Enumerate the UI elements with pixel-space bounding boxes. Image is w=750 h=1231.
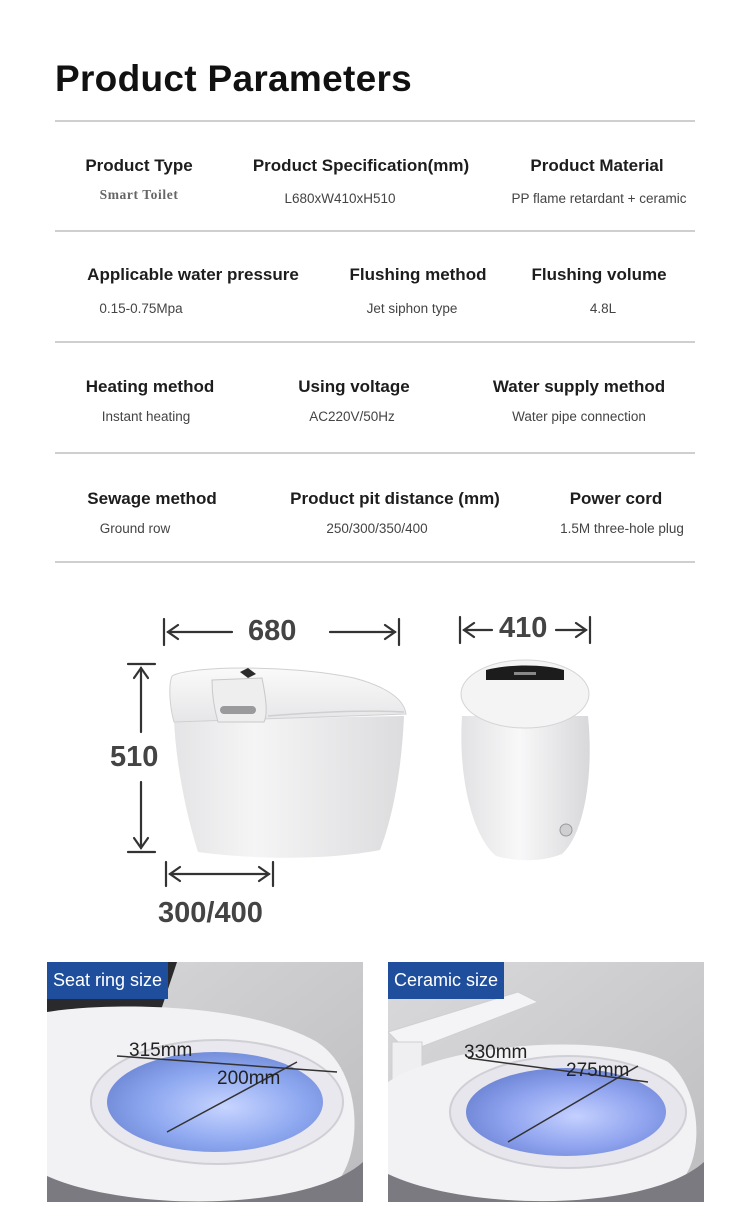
spec-label-material: Product Material <box>530 156 664 175</box>
row-divider <box>55 230 695 232</box>
title-divider <box>55 120 695 122</box>
spec-label-power-cord: Power cord <box>569 489 663 508</box>
seat-width-label: 200mm <box>217 1068 281 1089</box>
ceramic-tag: Ceramic size <box>388 962 504 999</box>
seat-ring-tag: Seat ring size <box>47 962 168 999</box>
spec-value-material: PP flame retardant + ceramic <box>511 191 687 206</box>
spec-label-flushing-volume: Flushing volume <box>531 265 667 284</box>
spec-label-heating-method: Heating method <box>85 377 215 396</box>
dim-height: 510 <box>110 741 159 773</box>
spec-label-water-supply: Water supply method <box>492 377 666 396</box>
spec-value-power-cord: 1.5M three-hole plug <box>560 521 684 536</box>
row-divider <box>55 341 695 343</box>
ceramic-length-label: 330mm <box>464 1042 528 1063</box>
spec-value-flushing-volume: 4.8L <box>589 301 617 316</box>
spec-value-product-type: Smart Toilet <box>99 187 179 202</box>
spec-value-voltage: AC220V/50Hz <box>309 409 395 424</box>
spec-value-flushing-method: Jet siphon type <box>366 301 458 316</box>
page-title: Product Parameters <box>55 58 413 99</box>
spec-label-flushing-method: Flushing method <box>349 265 487 284</box>
row-divider <box>55 561 695 563</box>
seat-ring-photo <box>47 962 363 1202</box>
seat-length-label: 315mm <box>129 1040 193 1061</box>
ceramic-width-label: 275mm <box>566 1060 630 1081</box>
toilet-front-view <box>458 656 593 862</box>
dim-width: 410 <box>499 612 548 644</box>
spec-value-specification: L680xW410xH510 <box>284 191 396 206</box>
spec-label-water-pressure: Applicable water pressure <box>87 265 299 284</box>
spec-value-water-supply: Water pipe connection <box>512 409 646 424</box>
spec-value-water-pressure: 0.15-0.75Mpa <box>99 301 183 316</box>
spec-value-heating-method: Instant heating <box>101 409 191 424</box>
spec-label-sewage-method: Sewage method <box>87 489 217 508</box>
dim-pit: 300/400 <box>158 897 263 929</box>
ceramic-photo <box>388 962 704 1202</box>
spec-value-pit-distance: 250/300/350/400 <box>326 521 428 536</box>
spec-label-product-type: Product Type <box>85 156 193 175</box>
dim-length: 680 <box>248 615 297 647</box>
spec-label-pit-distance: Product pit distance (mm) <box>290 489 500 508</box>
toilet-side-view <box>168 664 408 860</box>
spec-label-voltage: Using voltage <box>298 377 410 396</box>
spec-label-specification: Product Specification(mm) <box>252 156 470 175</box>
row-divider <box>55 452 695 454</box>
spec-value-sewage-method: Ground row <box>99 521 171 536</box>
